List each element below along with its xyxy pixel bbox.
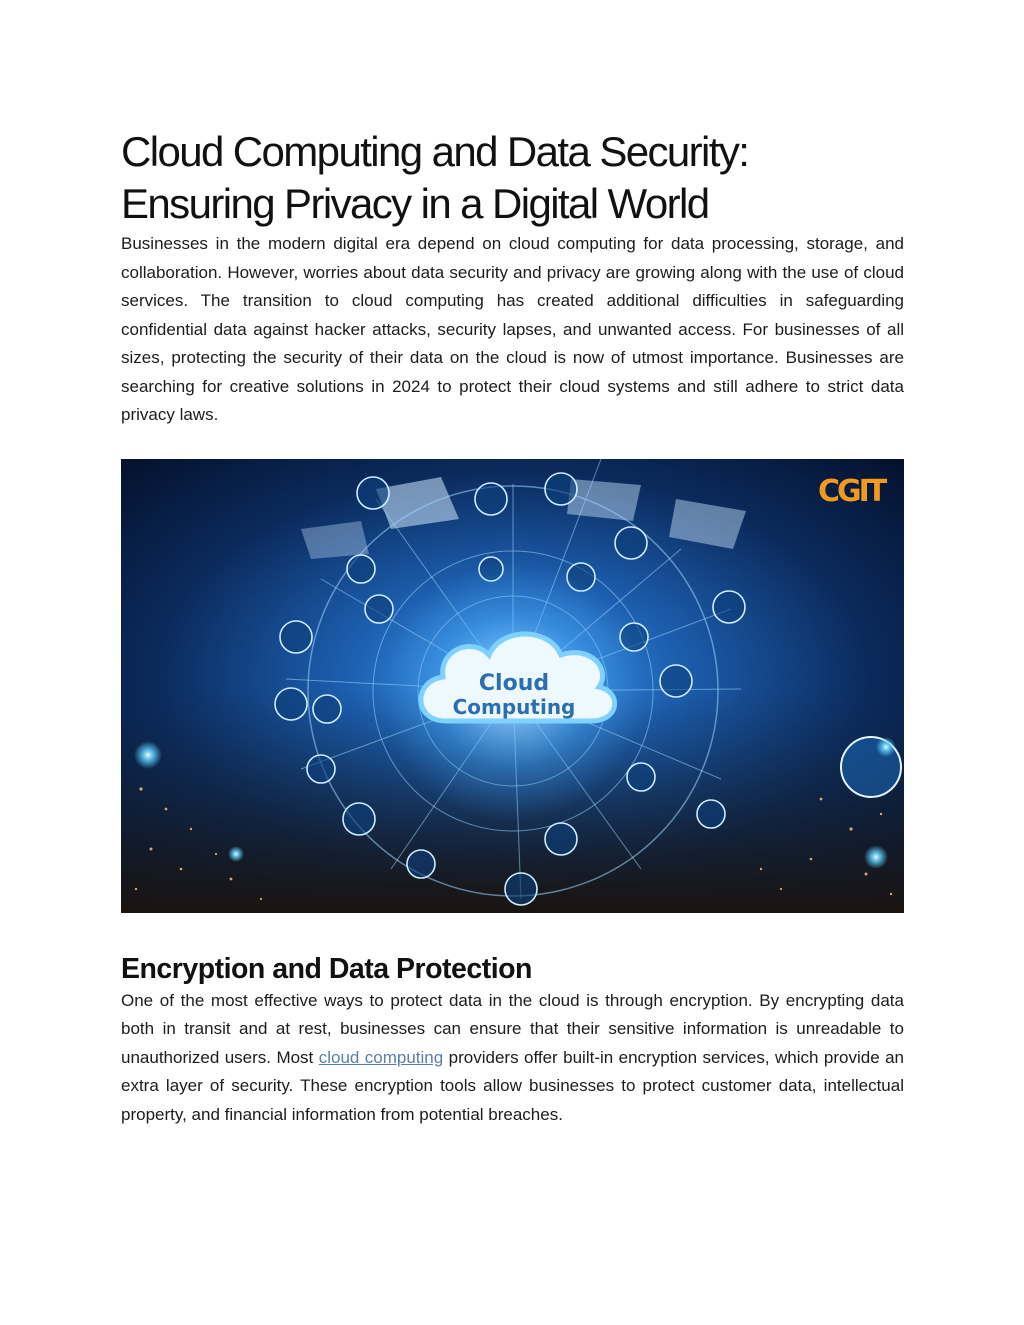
page-title	[121, 126, 904, 230]
hero-image	[121, 459, 904, 913]
cloud-network-illustration	[121, 459, 904, 913]
intro-paragraph: Businesses in the modern digital era depend on cloud computing for data processing, storage, and collaboration. However, worries about data security and privacy are growing along with the use of cloud services. The transition to cloud computing has created additional difficulties in safeguarding confidential data against hacker attacks, security lapses, and unwanted access. For businesses of all sizes, protecting the security of their data on the cloud is now of utmost importance. Businesses are searching for creative solutions in 2024 to protect their cloud systems and still adhere to strict data privacy laws.	[121, 234, 904, 424]
cloud-computing-link[interactable]: cloud computing	[318, 1047, 444, 1067]
section-heading: Encryption and Data Protection	[121, 952, 532, 985]
logo-text: CGIT	[818, 473, 885, 509]
title-line-1: Cloud Computing and Data Security:	[121, 128, 749, 175]
section-text-before-link: One of the most effective ways to protect data in the cloud is through encryption. By encrypting data both in transit and at rest, businesses can ensure that their sensitive information is unreadable to unauthorized users. Most	[121, 990, 904, 1067]
document-page	[121, 126, 904, 1129]
cloud-text-line-2: Computing	[452, 694, 576, 719]
section-paragraph	[121, 987, 904, 1130]
cloud-text-line-1: Cloud	[478, 670, 550, 696]
title-line-2: Ensuring Privacy in a Digital World	[121, 180, 709, 227]
section-text-after-link: providers offer built-in encryption services, which provide an extra layer of security. These encryption tools allow businesses to protect customer data, intellectual property, and financial information from potential breaches.	[121, 1047, 904, 1124]
cgit-logo	[818, 474, 888, 509]
